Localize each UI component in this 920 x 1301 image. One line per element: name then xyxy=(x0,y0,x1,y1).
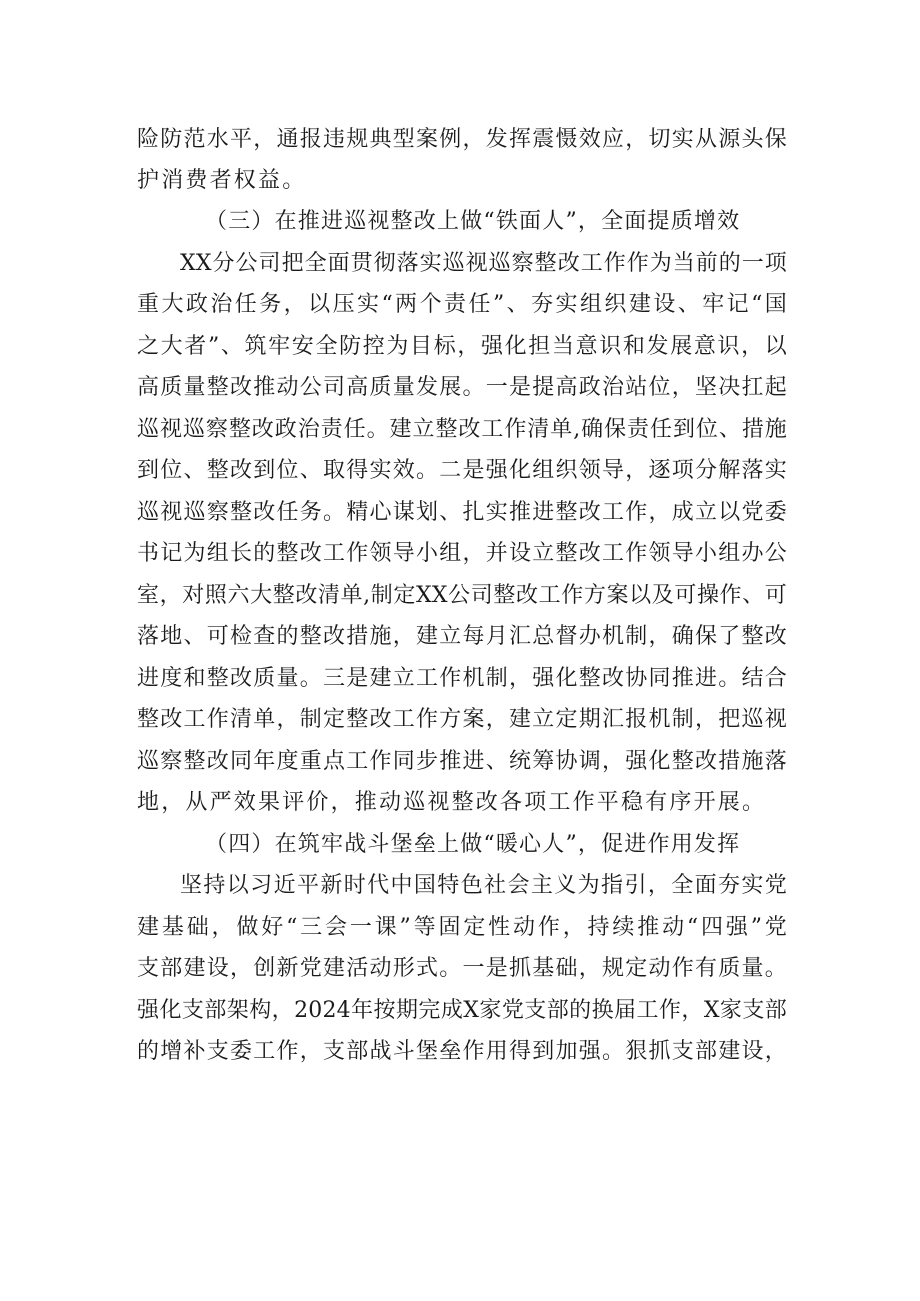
section-heading-4: （四）在筑牢战斗堡垒上做“暖心人”，促进作用发挥 xyxy=(205,832,741,857)
paragraph-line: 的增补支委工作，支部战斗堡垒作用得到加强。狠抓支部建设， xyxy=(137,1039,787,1064)
paragraph-line: 险防范水平，通报违规典型案例，发挥震慑效应，切实从源头保 xyxy=(137,127,787,152)
paragraph-line: 建基础，做好“三会一课”等固定性动作，持续推动“四强”党 xyxy=(137,915,787,940)
paragraph-line: 支部建设，创新党建活动形式。一是抓基础，规定动作有质量。 xyxy=(137,956,787,981)
paragraph-line: 坚持以习近平新时代中国特色社会主义为指引，全面夯实党 xyxy=(180,873,787,898)
paragraph-line: 室，对照六大整改清单,制定XX公司整改工作方案以及可操作、可 xyxy=(137,583,787,608)
section-heading-3: （三）在推进巡视整改上做“铁面人”，全面提质增效 xyxy=(205,209,741,234)
paragraph-line: 地，从严效果评价，推动巡视整改各项工作平稳有序开展。 xyxy=(137,790,767,815)
paragraph-line: 落地、可检查的整改措施，建立每月汇总督办机制，确保了整改 xyxy=(137,624,787,649)
paragraph-line: 巡察整改同年度重点工作同步推进、统筹协调，强化整改措施落 xyxy=(137,749,787,774)
paragraph-line: XX分公司把全面贯彻落实巡视巡察整改工作作为当前的一项 xyxy=(180,251,787,276)
paragraph-line: 整改工作清单，制定整改工作方案，建立定期汇报机制，把巡视 xyxy=(137,707,787,732)
paragraph-line: 高质量整改推动公司高质量发展。一是提高政治站位，坚决扛起 xyxy=(137,375,787,400)
paragraph-line: 重大政治任务，以压实“两个责任”、夯实组织建设、牢记“国 xyxy=(137,292,787,317)
paragraph-line: 巡视巡察整改政治责任。建立整改工作清单,确保责任到位、措施 xyxy=(137,417,787,442)
paragraph-line: 之大者”、筑牢安全防控为目标，强化担当意识和发展意识，以 xyxy=(137,334,787,359)
paragraph-line: 强化支部架构，2024年按期完成X家党支部的换届工作，X家支部 xyxy=(137,998,787,1023)
paragraph-line: 巡视巡察整改任务。精心谋划、扎实推进整改工作，成立以党委 xyxy=(137,500,787,525)
paragraph-line: 到位、整改到位、取得实效。二是强化组织领导，逐项分解落实 xyxy=(137,458,787,483)
paragraph-line: 护消费者权益。 xyxy=(137,168,307,193)
paragraph-line: 书记为组长的整改工作领导小组，并设立整改工作领导小组办公 xyxy=(137,541,787,566)
paragraph-line: 进度和整改质量。三是建立工作机制，强化整改协同推进。结合 xyxy=(137,666,787,691)
